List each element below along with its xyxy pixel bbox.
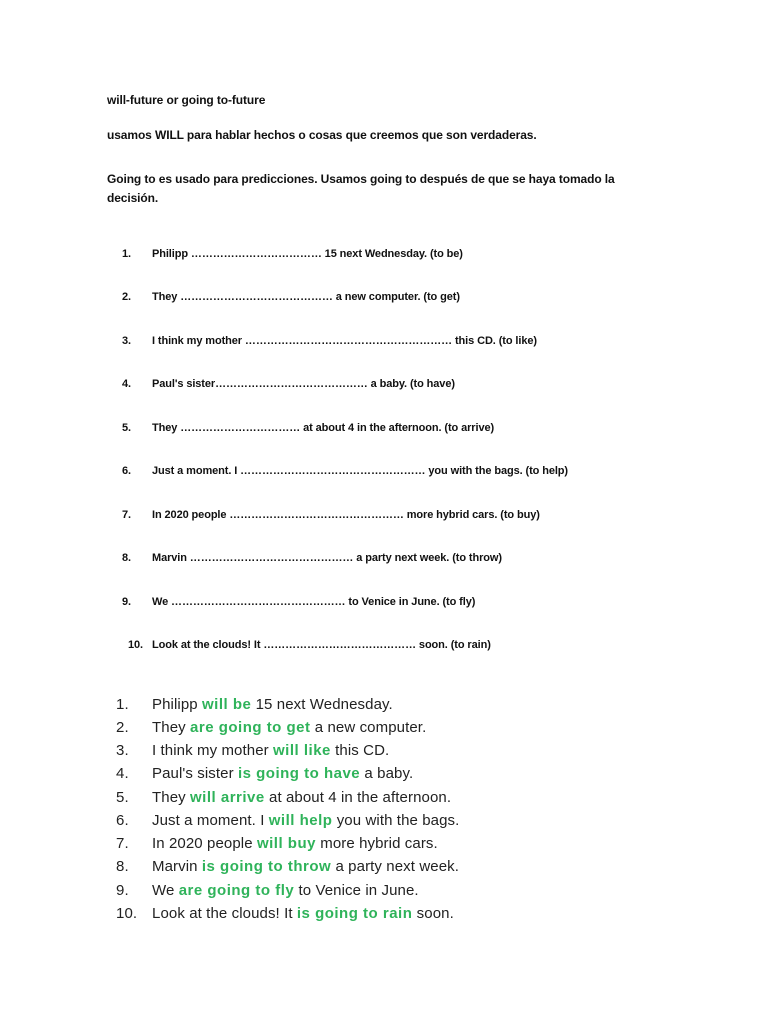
answer-before: Look at the clouds! It bbox=[152, 905, 297, 922]
answer-item bbox=[116, 765, 413, 782]
answer-highlight: will buy bbox=[256, 835, 316, 852]
answer-item bbox=[116, 742, 389, 759]
exercise-item bbox=[122, 509, 540, 521]
exercise-item bbox=[122, 422, 494, 434]
answer-number: 8. bbox=[116, 858, 129, 875]
answer-after: this CD. bbox=[330, 742, 390, 759]
answer-number: 4. bbox=[116, 765, 129, 782]
answer-after: you with the bags. bbox=[332, 812, 460, 829]
answer-number: 9. bbox=[116, 882, 129, 899]
answer-after: at about 4 in the afternoon. bbox=[264, 789, 452, 806]
answer-number: 10. bbox=[116, 905, 138, 922]
exercise-number: 7. bbox=[122, 509, 131, 521]
exercise-text: Just a moment. I …………………………………………… you with the bags. (to help) bbox=[152, 465, 568, 477]
answer-item bbox=[116, 882, 419, 899]
answer-highlight: will be bbox=[202, 696, 252, 713]
exercise-number: 4. bbox=[122, 378, 131, 390]
exercise-number: 10. bbox=[128, 639, 143, 651]
exercise-number: 9. bbox=[122, 596, 131, 608]
answer-before: In 2020 people bbox=[152, 835, 257, 852]
answer-number: 1. bbox=[116, 696, 129, 713]
answer-highlight: are going to fly bbox=[178, 882, 295, 899]
answer-highlight: will arrive bbox=[190, 789, 265, 806]
answer-item bbox=[116, 789, 451, 806]
exercise-item bbox=[122, 465, 568, 477]
answer-number: 2. bbox=[116, 719, 129, 736]
answer-after: a baby. bbox=[360, 765, 414, 782]
answer-item bbox=[116, 696, 393, 713]
answer-before: Just a moment. I bbox=[152, 812, 269, 829]
exercise-item bbox=[122, 596, 475, 608]
exercise-number: 5. bbox=[122, 422, 131, 434]
answer-before: They bbox=[152, 719, 191, 736]
answer-after: 15 next Wednesday. bbox=[251, 696, 393, 713]
answer-number: 5. bbox=[116, 789, 129, 806]
exercise-number: 6. bbox=[122, 465, 131, 477]
answer-number: 7. bbox=[116, 835, 129, 852]
intro-paragraph-will: usamos WILL para hablar hechos o cosas que creemos que son verdaderas. bbox=[107, 128, 537, 142]
answer-number: 3. bbox=[116, 742, 129, 759]
answer-highlight: is going to throw bbox=[201, 858, 332, 875]
exercise-text: We ………………………………………… to Venice in June. (to fly) bbox=[152, 596, 476, 608]
answer-item bbox=[116, 858, 459, 875]
answer-before: We bbox=[152, 882, 179, 899]
answer-item bbox=[116, 835, 438, 852]
answer-after: to Venice in June. bbox=[294, 882, 419, 899]
exercise-text: Marvin ……………………………………… a party next week. (to throw) bbox=[152, 552, 502, 564]
exercise-item bbox=[122, 335, 537, 347]
exercise-text: They …………………………… at about 4 in the afternoon. (to arrive) bbox=[152, 422, 495, 434]
answer-after: a party next week. bbox=[331, 858, 459, 875]
exercise-text: Paul's sister…………………………………… a baby. (to have) bbox=[152, 378, 455, 390]
exercise-number: 3. bbox=[122, 335, 131, 347]
answer-after: soon. bbox=[412, 905, 454, 922]
answer-before: Philipp bbox=[152, 696, 202, 713]
document-title: will-future or going to-future bbox=[107, 93, 266, 107]
exercise-text: Philipp ……………………………… 15 next Wednesday. (to be) bbox=[152, 248, 463, 260]
answer-after: more hybrid cars. bbox=[315, 835, 438, 852]
intro-paragraph-going-to: Going to es usado para predicciones. Usamos going to después de que se haya tomado la decisión. bbox=[107, 172, 615, 205]
exercise-item bbox=[122, 291, 460, 303]
answer-highlight: is going to rain bbox=[296, 905, 413, 922]
answer-highlight: will help bbox=[268, 812, 333, 829]
answer-item bbox=[116, 812, 459, 829]
exercise-number: 1. bbox=[122, 248, 131, 260]
answer-before: They bbox=[152, 789, 191, 806]
answer-before: Marvin bbox=[152, 858, 202, 875]
exercise-text: Look at the clouds! It …………………………………… soon. (to rain) bbox=[152, 639, 491, 651]
exercise-item bbox=[122, 248, 463, 260]
answer-number: 6. bbox=[116, 812, 129, 829]
answer-after: a new computer. bbox=[310, 719, 427, 736]
exercise-number: 2. bbox=[122, 291, 131, 303]
answer-item bbox=[116, 905, 454, 922]
answer-highlight: are going to get bbox=[190, 719, 311, 736]
exercise-text: They …………………………………… a new computer. (to get) bbox=[152, 291, 460, 303]
answer-highlight: will like bbox=[273, 742, 331, 759]
answer-before: Paul's sister bbox=[152, 765, 238, 782]
answer-item bbox=[116, 719, 426, 736]
exercise-item bbox=[122, 552, 502, 564]
exercise-text: In 2020 people ………………………………………… more hybrid cars. (to buy) bbox=[152, 509, 540, 521]
exercise-text: I think my mother ………………………………………………… this CD. (to like) bbox=[152, 335, 537, 347]
answer-highlight: is going to have bbox=[237, 765, 361, 782]
exercise-number: 8. bbox=[122, 552, 131, 564]
answer-before: I think my mother bbox=[152, 742, 274, 759]
exercise-item bbox=[128, 639, 491, 651]
exercise-item bbox=[122, 378, 455, 390]
